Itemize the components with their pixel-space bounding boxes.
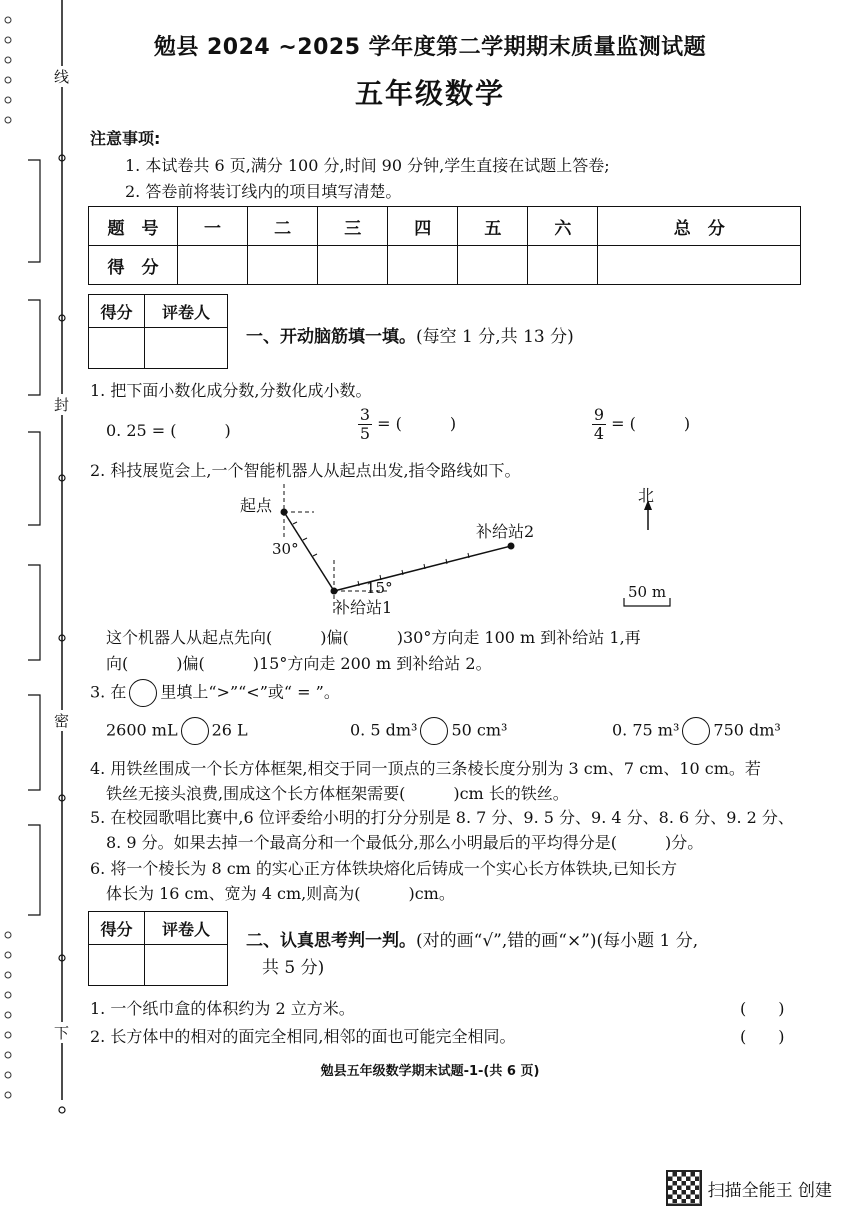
q3-text-pre: 3. 在	[90, 682, 127, 702]
margin-char-xia: 下	[54, 1024, 70, 1042]
notice-item-1: 1. 本试卷共 6 页,满分 100 分,时间 90 分钟,学生直接在试题上答卷;	[125, 156, 610, 175]
fig-label-station2: 补给站2	[476, 522, 535, 541]
score-table-cell: 四	[388, 207, 458, 246]
score-input-cell[interactable]	[528, 246, 598, 285]
score-input-cell[interactable]	[598, 246, 801, 285]
score-input-cell[interactable]	[178, 246, 248, 285]
grade-box-input[interactable]	[144, 945, 227, 986]
answer-circle[interactable]	[181, 717, 209, 745]
denominator: 4	[593, 424, 605, 443]
compare-circle-icon	[129, 679, 157, 707]
section2-heading	[246, 926, 698, 951]
q3-c	[612, 717, 781, 745]
q3-text	[90, 679, 340, 707]
score-table-cell: 六	[528, 207, 598, 246]
s2-q1: 1. 一个纸巾盒的体积约为 2 立方米。	[90, 999, 355, 1018]
fig-label-north: 北	[638, 486, 655, 505]
qr-code-icon	[666, 1170, 702, 1206]
score-input-cell[interactable]	[388, 246, 458, 285]
grade-box-section2	[88, 911, 228, 986]
q1-a: 0. 25 = ( )	[106, 421, 231, 440]
q3-b-right: 50 cm³	[451, 720, 508, 740]
margin-char-xian: 线	[54, 68, 70, 86]
score-input-cell[interactable]	[458, 246, 528, 285]
section2-title: 二、认真思考判一判。	[246, 931, 416, 951]
q6-line2: 体长为 16 cm、宽为 4 cm,则高为( )cm。	[106, 884, 455, 903]
q2-line1: 这个机器人从起点先向( )偏( )30°方向走 100 m 到补给站 1,再	[106, 628, 641, 647]
s2-q1-answer[interactable]: ( )	[740, 999, 785, 1018]
q1-b-fraction	[358, 406, 372, 443]
notice-heading: 注意事项:	[90, 129, 161, 148]
q3-text-post: 里填上“>”“<”或“ = ”。	[160, 682, 340, 702]
score-table-score-row	[89, 246, 801, 285]
q3-c-right: 750 dm³	[713, 720, 781, 740]
grade-box-label: 评卷人	[144, 295, 227, 328]
score-input-cell[interactable]	[248, 246, 318, 285]
fig-label-start: 起点	[240, 496, 273, 515]
grade-box-label: 得分	[89, 295, 145, 328]
score-input-cell[interactable]	[318, 246, 388, 285]
q3-c-left: 0. 75 m³	[612, 720, 680, 740]
score-table	[88, 206, 801, 285]
q1-b-blank: = ( )	[377, 414, 457, 433]
fig-label-station1: 补给站1	[334, 598, 393, 617]
notice-item-2: 2. 答卷前将装订线内的项目填写清楚。	[125, 182, 402, 201]
q1-b	[358, 406, 456, 443]
score-table-cell: 总 分	[598, 207, 801, 246]
s2-q2: 2. 长方体中的相对的面完全相同,相邻的面也可能完全相同。	[90, 1027, 516, 1046]
scanner-watermark	[666, 1170, 832, 1206]
margin-char-mi: 密	[54, 712, 70, 730]
q2-line2: 向( )偏( )15°方向走 200 m 到补给站 2。	[106, 654, 492, 673]
watermark-text: 扫描全能王 创建	[707, 1180, 832, 1201]
section2-note-2: 共 5 分)	[262, 958, 325, 978]
section1-title: 一、开动脑筋填一填。	[246, 327, 416, 347]
exam-subtitle: 五年级数学	[354, 77, 505, 110]
grade-box-input[interactable]	[89, 945, 145, 986]
grade-box-label: 得分	[89, 912, 145, 945]
q2-text: 2. 科技展览会上,一个智能机器人从起点出发,指令路线如下。	[90, 461, 521, 480]
score-table-cell: 二	[248, 207, 318, 246]
q6-line1: 6. 将一个棱长为 8 cm 的实心正方体铁块熔化后铸成一个实心长方体铁块,已知长方	[90, 859, 678, 878]
q1-c-fraction	[592, 406, 606, 443]
page-footer: 勉县五年级数学期末试题-1-(共 6 页)	[320, 1064, 540, 1079]
q4-line2: 铁丝无接头浪费,围成这个长方体框架需要( )cm 长的铁丝。	[106, 784, 569, 803]
section1-heading	[246, 322, 574, 347]
q5-line2: 8. 9 分。如果去掉一个最高分和一个最低分,那么小明最后的平均得分是( )分。	[106, 833, 704, 852]
binding-margin	[0, 0, 80, 1217]
q1-text: 1. 把下面小数化成分数,分数化成小数。	[90, 381, 372, 400]
margin-char-feng: 封	[54, 396, 70, 414]
q4-line1: 4. 用铁丝围成一个长方体框架,相交于同一顶点的三条棱长度分别为 3 cm、7 cm、10 cm。若	[90, 759, 761, 778]
score-table-cell: 五	[458, 207, 528, 246]
q3-a-right: 26 L	[211, 720, 248, 740]
robot-route-figure	[230, 480, 690, 620]
q3-b	[350, 717, 507, 745]
grade-box-input[interactable]	[144, 328, 227, 369]
s2-q2-answer[interactable]: ( )	[740, 1027, 785, 1046]
grade-box-label: 评卷人	[144, 912, 227, 945]
grade-box-input[interactable]	[89, 328, 145, 369]
q1-c	[592, 406, 690, 443]
grade-box-section1	[88, 294, 228, 369]
score-table-cell: 得 分	[89, 246, 178, 285]
q5-line1: 5. 在校园歌唱比赛中,6 位评委给小明的打分分别是 8. 7 分、9. 5 分、9. 4 分、8. 6 分、9. 2 分、	[90, 808, 794, 827]
q1-c-blank: = ( )	[611, 414, 691, 433]
answer-circle[interactable]	[682, 717, 710, 745]
score-table-cell: 三	[318, 207, 388, 246]
answer-circle[interactable]	[420, 717, 448, 745]
exam-title: 勉县 2024 ~2025 学年度第二学期期末质量监测试题	[153, 35, 707, 60]
q3-b-left: 0. 5 dm³	[350, 720, 418, 740]
fig-angle-15: 15°	[366, 579, 393, 597]
denominator: 5	[359, 424, 371, 443]
numerator: 9	[593, 405, 605, 424]
q3-a-left: 2600 mL	[106, 720, 178, 740]
section1-note: (每空 1 分,共 13 分)	[416, 327, 574, 347]
score-table-header-row	[89, 207, 801, 246]
section2-note: (对的画“√”,错的画“×”)(每小题 1 分,	[416, 931, 699, 951]
numerator: 3	[359, 405, 371, 424]
score-table-cell: 一	[178, 207, 248, 246]
score-table-cell: 题 号	[89, 207, 178, 246]
fig-angle-30: 30°	[272, 540, 299, 558]
q3-a	[106, 717, 248, 745]
fig-scale-label: 50 m	[628, 583, 667, 601]
